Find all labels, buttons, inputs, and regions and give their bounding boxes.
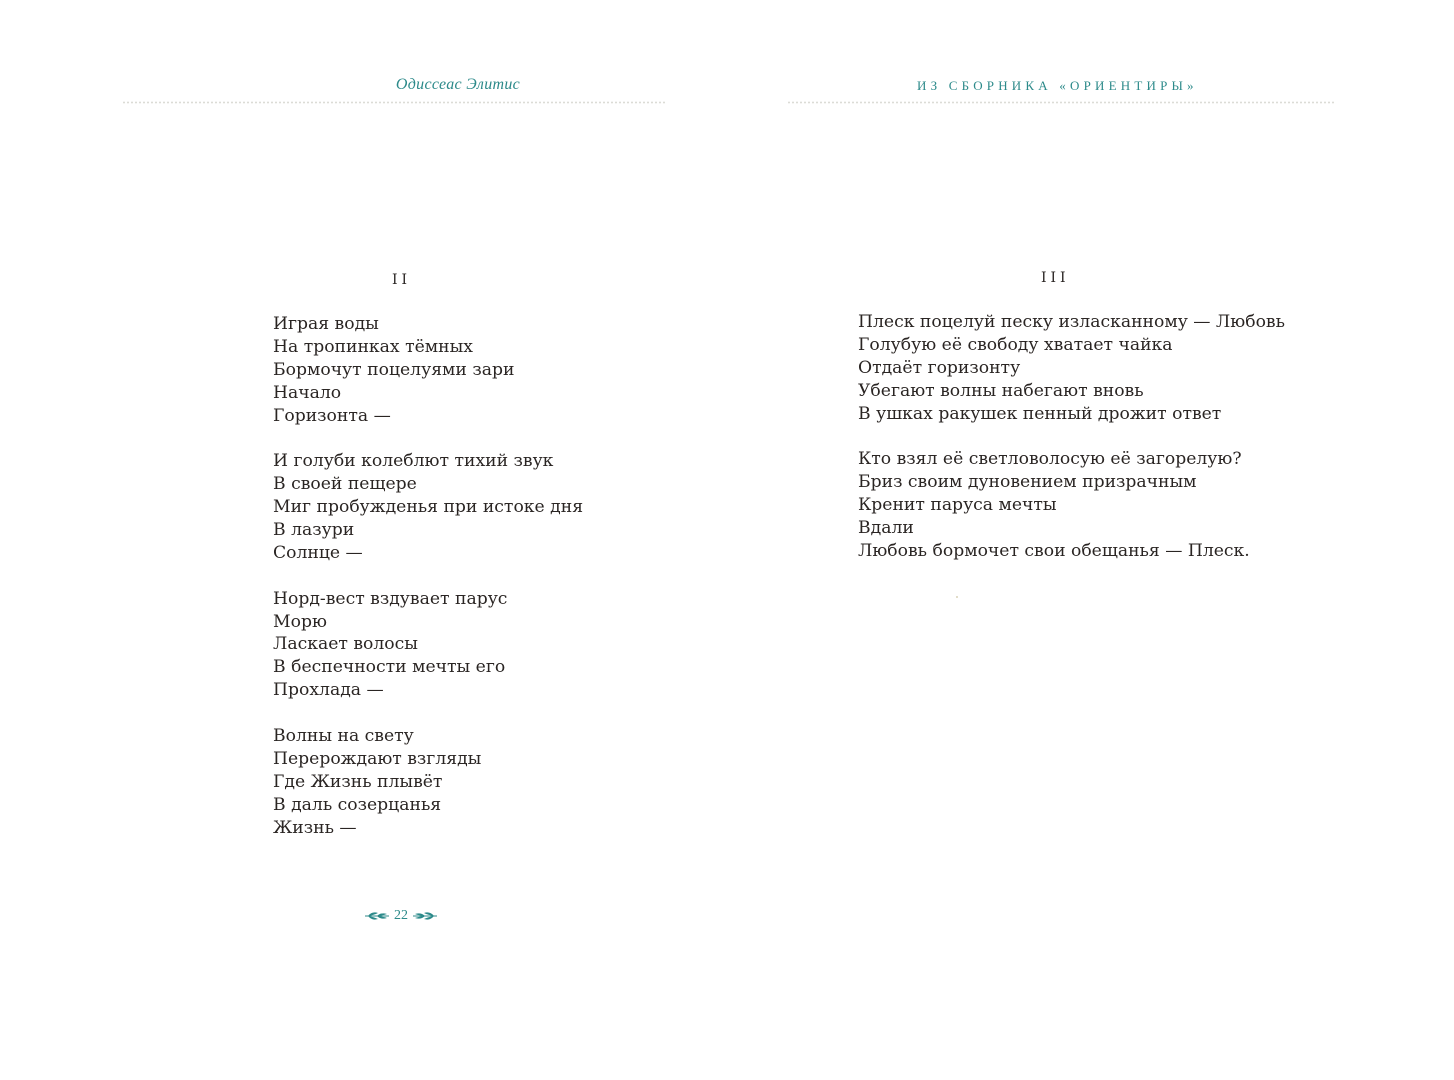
poem-line: Любовь бормочет свои обещанья — Плеск. <box>858 540 1250 561</box>
page-number: 22 <box>394 908 408 923</box>
poem-line: И голуби колеблют тихий звук <box>273 451 554 472</box>
section-number: III <box>1041 270 1070 286</box>
stanza <box>273 450 583 564</box>
poem-line: Отдаёт горизонту <box>858 357 1021 378</box>
header-dotted-rule <box>122 101 666 104</box>
poem-line: Кто взял её светловолосую её загорелую? <box>858 449 1242 470</box>
poem-line: В ушках ракушек пенный дрожит ответ <box>858 403 1222 424</box>
running-head-author: Одиссеас Элитис <box>395 76 521 93</box>
poem-line: Плеск поцелуй песку изласканному — Любовь <box>858 312 1285 332</box>
stanza <box>858 448 1285 562</box>
poem-line: Играя воды <box>273 314 379 334</box>
poem-line: На тропинках тёмных <box>273 336 473 357</box>
poem-line: Бриз своим дуновением призрачным <box>858 472 1197 493</box>
poem-line: Где Жизнь плывёт <box>273 771 443 792</box>
leaf-ornament-icon <box>364 910 390 922</box>
poem-line: Миг пробужденья при истоке дня <box>273 497 584 518</box>
poem-line: Жизнь — <box>273 817 357 838</box>
poem-line: В лазури <box>273 520 355 541</box>
poem-line: Перерождают взгляды <box>273 748 482 769</box>
poem-text <box>273 313 583 839</box>
poem-line: Норд-вест вздувает парус <box>273 588 508 609</box>
poem-text <box>858 311 1285 563</box>
poem-line: Прохлада — <box>273 680 384 701</box>
poem-line: Голубую её свободу хватает чайка <box>858 334 1173 355</box>
running-head-collection: ИЗ СБОРНИКА «ОРИЕНТИРЫ» <box>917 78 1198 93</box>
poem-line: Убегают волны набегают вновь <box>858 380 1144 401</box>
page-number-folio <box>364 908 438 924</box>
header-dotted-rule <box>787 101 1335 104</box>
poem-line: В своей пещере <box>273 474 417 495</box>
poem-line: Кренит паруса мечты <box>858 495 1057 516</box>
section-number: II <box>392 272 412 288</box>
poem-line: Начало <box>273 382 342 403</box>
stanza <box>273 313 583 427</box>
stanza <box>273 725 583 839</box>
poem-line: Бормочут поцелуями зари <box>273 359 515 380</box>
poem-line: В беспечности мечты его <box>273 657 506 678</box>
poem-line: Горизонта — <box>273 405 391 426</box>
poem-line: В даль созерцанья <box>273 794 442 815</box>
stanza <box>273 588 583 702</box>
poem-line: Волны на свету <box>273 726 414 747</box>
stanza <box>858 311 1285 425</box>
leaf-ornament-icon <box>412 910 438 922</box>
paper-speck <box>956 596 958 598</box>
poem-line: Ласкает волосы <box>273 634 418 655</box>
poem-line: Морю <box>273 611 327 632</box>
poem-line: Вдали <box>858 518 914 539</box>
poem-line: Солнце — <box>273 542 363 563</box>
right-page <box>727 0 1454 1080</box>
